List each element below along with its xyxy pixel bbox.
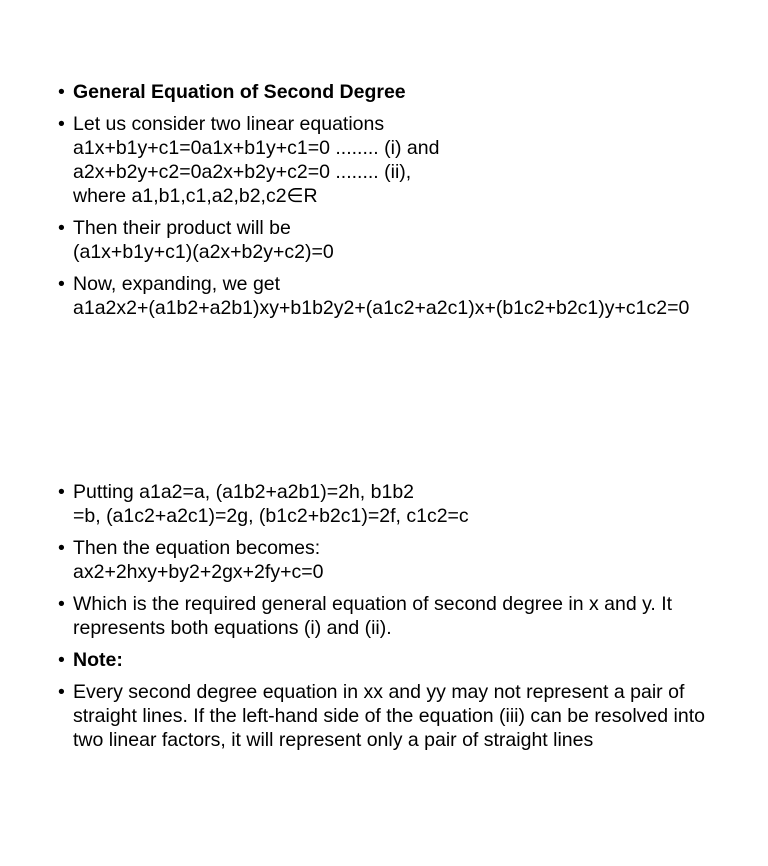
bullet-icon [58,680,70,704]
list-item-heading [58,80,728,104]
note-label: Note: [73,649,123,671]
list-item-text: Every second degree equation in xx and yy may not represent a pair of straight lines. If the left-hand side of the equation (iii) can be resolved into two linear factors, it will represent only a pair of straight lines [73,681,705,751]
list-item-text: Which is the required general equation of second degree in x and y. It represents both equations (i) and (ii). [73,593,673,639]
list-item-substitution [58,480,728,528]
list-item-line: Then the equation becomes: [73,537,321,559]
list-item-line: Now, expanding, we get [73,273,281,295]
list-item-required-equation [58,592,728,640]
equation-i-line: a1x+b1y+c1=0a1x+b1y+c1=0 ........ (i) and [73,137,440,159]
list-item-general-form [58,536,728,584]
list-item-note [58,648,728,672]
list-item-line: Putting a1a2=a, (a1b2+a2b1)=2h, b1b2 [73,481,415,503]
list-item-line: =b, (a1c2+a2c1)=2g, (b1c2+b2c1)=2f, c1c2=c [73,505,469,527]
bullet-icon [58,480,70,504]
bullet-list-bottom [58,480,728,760]
bullet-icon [58,648,70,672]
list-item-line: Then their product will be [73,217,291,239]
bullet-icon [58,592,70,616]
list-item-expansion [58,272,728,320]
bullet-icon [58,80,70,104]
bullet-list-top [58,80,728,328]
product-equation-line: (a1x+b1y+c1)(a2x+b2y+c2)=0 [73,241,334,263]
list-item-product [58,216,728,264]
list-item-note-text [58,680,728,752]
general-equation-line: ax2+2hxy+by2+2gx+2fy+c=0 [73,561,324,583]
bullet-icon [58,216,70,240]
list-item-line: where a1,b1,c1,a2,b2,c2∈R [73,185,318,207]
list-item-linear-equations [58,112,728,208]
expanded-equation-line: a1a2x2+(a1b2+a2b1)xy+b1b2y2+(a1c2+a2c1)x+(b1c2+b2c1)y+c1c2=0 [73,297,690,319]
bullet-icon [58,112,70,136]
heading-text: General Equation of Second Degree [73,81,406,103]
equation-ii-line: a2x+b2y+c2=0a2x+b2y+c2=0 ........ (ii), [73,161,412,183]
bullet-icon [58,536,70,560]
list-item-line: Let us consider two linear equations [73,113,385,135]
bullet-icon [58,272,70,296]
